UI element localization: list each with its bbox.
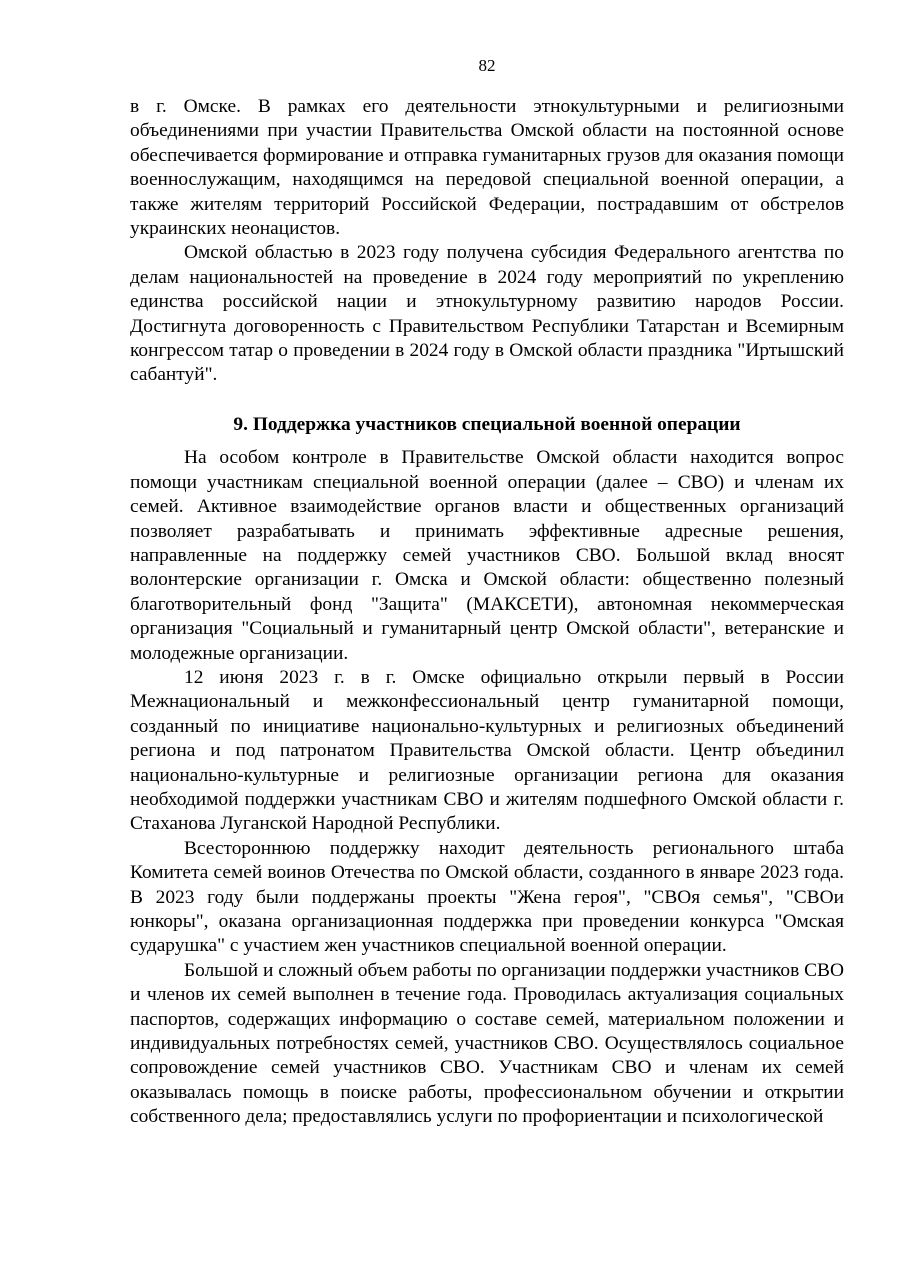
page-number: 82 bbox=[478, 56, 496, 75]
paragraph: в г. Омске. В рамках его деятельности этнокультурными и религиозными объединениями при участии Правительства Омской области на постоянной основе обеспечивается формирование и отправка гуманитарных грузов для оказания помощи военнослужащим, находящимся на передовой специальной военной операции, а также жителям территорий Российской Федерации, пострадавшим от обстрелов украинских неонацистов. bbox=[130, 96, 844, 240]
paragraph: Всестороннюю поддержку находит деятельность регионального штаба Комитета семей воинов Отечества по Омской области, созданного в январе 2023 года. В 2023 году были поддержаны проекты "Жена героя", "СВОя семья", "СВОи юнкоры", оказана организационная поддержка при проведении конкурса "Омская сударушка" с участием жен участников специальной военной операции. bbox=[130, 837, 844, 957]
paragraph: На особом контроле в Правительстве Омской области находится вопрос помощи участникам специальной военной операции (далее – СВО) и членам их семей. Активное взаимодействие органов власти и общественных организаций позволяет разрабатывать и принимать эффективные адресные решения, направленные на поддержку семей участников СВО. Большой вклад вносят волонтерские организации г. Омска и Омской области: общественно полезный благотворительный фонд "Защита" (МАКСЕТИ), автономная некоммерческая организация "Социальный и гуманитарный центр Омской области", ветеранские и молодежные организации. bbox=[130, 447, 844, 664]
section-heading: 9. Поддержка участников специальной военной операции bbox=[233, 413, 741, 435]
paragraph: Большой и сложный объем работы по организации поддержки участников СВО и членов их семей выполнен в течение года. Проводилась актуализация социальных паспортов, содержащих информацию о составе семей, материальном положении и индивидуальных потребностях семей, участников СВО. Осуществлялось социальное сопровождение семей участников СВО. Участникам СВО и членам их семей оказывалась помощь в поиске работы, профессиональном обучении и открытии собственного дела; предоставлялись услуги по профориентации и психологической bbox=[130, 959, 844, 1128]
paragraph: Омской областью в 2023 году получена субсидия Федерального агентства по делам национальностей на проведение в 2024 году мероприятий по укреплению единства российской нации и этнокультурному развитию народов России. Достигнута договоренность с Правительством Республики Татарстан и Всемирным конгрессом татар о проведении в 2024 году в Омской области праздника "Иртышский сабантуй". bbox=[130, 242, 844, 386]
paragraph: 12 июня 2023 г. в г. Омске официально открыли первый в России Межнациональный и межконфессиональный центр гуманитарной помощи, созданный по инициативе национально-культурных и религиозных объединений региона и под патронатом Правительства Омской области. Центр объединил национально-культурные и религиозные организации региона для оказания необходимой поддержки участникам СВО и жителям подшефного Омской области г. Стаханова Луганской Народной Республики. bbox=[130, 666, 844, 835]
page-body bbox=[130, 95, 844, 1130]
